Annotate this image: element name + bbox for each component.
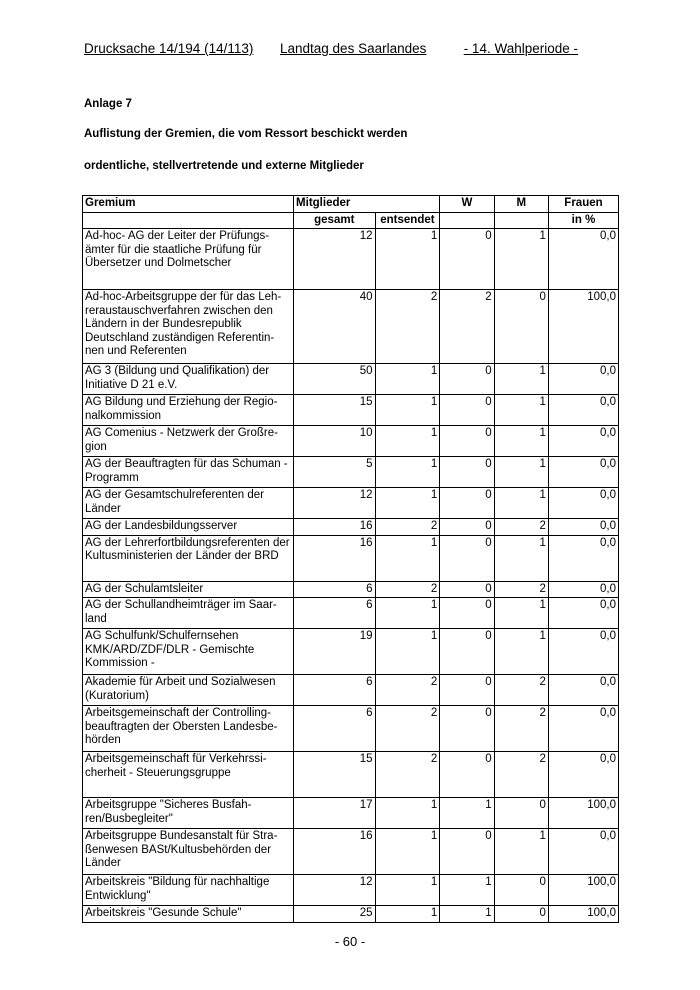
- w-cell: 0: [440, 598, 494, 629]
- gesamt-cell: 16: [294, 519, 375, 536]
- gremium-cell: AG der Schullandheimträger im Saar-land: [83, 598, 294, 629]
- entsendet-cell: 1: [375, 229, 440, 290]
- frauen-cell: 0,0: [548, 535, 618, 581]
- gremium-cell: AG Bildung und Erziehung der Regio-nalkommission: [83, 395, 294, 426]
- table-subheader-row: [83, 212, 619, 229]
- entsendet-cell: 1: [375, 629, 440, 675]
- frauen-cell: 0,0: [548, 229, 618, 290]
- gesamt-cell: 10: [294, 426, 375, 457]
- gesamt-cell: 6: [294, 706, 375, 752]
- m-cell: 1: [494, 488, 548, 519]
- gesamt-cell: 17: [294, 798, 375, 829]
- header-w: W: [440, 196, 494, 213]
- gremium-cell: AG der Beauftragten für das Schuman -Programm: [83, 457, 294, 488]
- gremium-cell: Arbeitsgruppe "Sicheres Busfah-ren/Busbegleiter": [83, 798, 294, 829]
- w-cell: 1: [440, 875, 494, 906]
- table-row: [83, 875, 619, 906]
- table-header-row: [83, 196, 619, 213]
- entsendet-cell: 1: [375, 457, 440, 488]
- m-cell: 0: [494, 875, 548, 906]
- frauen-cell: 0,0: [548, 675, 618, 706]
- gremium-cell: AG der Schulamtsleiter: [83, 581, 294, 598]
- m-cell: 0: [494, 798, 548, 829]
- gesamt-cell: 50: [294, 364, 375, 395]
- m-cell: 2: [494, 675, 548, 706]
- frauen-cell: 0,0: [548, 395, 618, 426]
- document-subtitle: ordentliche, stellvertretende und externe Mitglieder: [84, 160, 364, 172]
- subheader-empty-w: [440, 212, 494, 229]
- table-row: [83, 906, 619, 923]
- entsendet-cell: 2: [375, 290, 440, 364]
- gremium-cell: Ad-hoc-Arbeitsgruppe der für das Leh-reraustauschverfahren zwischen den Ländern in der Bundesrepublik Deutschland zuständigen Referentin-nen und Referenten: [83, 290, 294, 364]
- table-row: [83, 598, 619, 629]
- frauen-cell: 0,0: [548, 598, 618, 629]
- table-row: [83, 829, 619, 875]
- m-cell: 1: [494, 229, 548, 290]
- gesamt-cell: 12: [294, 875, 375, 906]
- w-cell: 0: [440, 629, 494, 675]
- frauen-cell: 0,0: [548, 581, 618, 598]
- w-cell: 2: [440, 290, 494, 364]
- m-cell: 2: [494, 752, 548, 798]
- gesamt-cell: 12: [294, 229, 375, 290]
- gremium-cell: Arbeitsgruppe Bundesanstalt für Stra-ßenwesen BASt/Kultusbehörden der Länder: [83, 829, 294, 875]
- m-cell: 1: [494, 426, 548, 457]
- table-row: [83, 364, 619, 395]
- header-in-prozent: in %: [548, 212, 618, 229]
- frauen-cell: 0,0: [548, 629, 618, 675]
- entsendet-cell: 1: [375, 598, 440, 629]
- header-landtag: Landtag des Saarlandes: [280, 41, 427, 56]
- header-entsendet: entsendet: [375, 212, 440, 229]
- gesamt-cell: 16: [294, 829, 375, 875]
- page-number: - 60 -: [334, 934, 366, 949]
- gremium-cell: AG der Landesbildungsserver: [83, 519, 294, 536]
- gesamt-cell: 12: [294, 488, 375, 519]
- gesamt-cell: 6: [294, 581, 375, 598]
- w-cell: 0: [440, 395, 494, 426]
- m-cell: 2: [494, 706, 548, 752]
- entsendet-cell: 1: [375, 906, 440, 923]
- gremium-cell: AG der Gesamtschulreferenten der Länder: [83, 488, 294, 519]
- gesamt-cell: 5: [294, 457, 375, 488]
- m-cell: 1: [494, 629, 548, 675]
- header-wahlperiode: - 14. Wahlperiode -: [463, 41, 578, 56]
- m-cell: 2: [494, 519, 548, 536]
- gremium-cell: AG Comenius - Netzwerk der Großre-gion: [83, 426, 294, 457]
- table-row: [83, 535, 619, 581]
- gremium-cell: AG der Lehrerfortbildungsreferenten der Kultusministerien der Länder der BRD: [83, 535, 294, 581]
- w-cell: 0: [440, 706, 494, 752]
- gremium-cell: Arbeitsgemeinschaft der Controlling-beauftragten der Obersten Landesbe-hörden: [83, 706, 294, 752]
- w-cell: 0: [440, 488, 494, 519]
- gesamt-cell: 19: [294, 629, 375, 675]
- frauen-cell: 100,0: [548, 906, 618, 923]
- w-cell: 0: [440, 519, 494, 536]
- table-row: [83, 519, 619, 536]
- table-row: [83, 488, 619, 519]
- w-cell: 0: [440, 535, 494, 581]
- gesamt-cell: 6: [294, 598, 375, 629]
- table-row: [83, 706, 619, 752]
- w-cell: 0: [440, 752, 494, 798]
- entsendet-cell: 1: [375, 488, 440, 519]
- w-cell: 0: [440, 457, 494, 488]
- table-row: [83, 675, 619, 706]
- table-row: [83, 629, 619, 675]
- frauen-cell: 0,0: [548, 752, 618, 798]
- gremium-cell: Ad-hoc- AG der Leiter der Prüfungs-ämter für die staatliche Prüfung für Übersetzer und Dolmetscher: [83, 229, 294, 290]
- gremium-cell: AG Schulfunk/Schulfernsehen KMK/ARD/ZDF/DLR - Gemischte Kommission -: [83, 629, 294, 675]
- subheader-empty-m: [494, 212, 548, 229]
- m-cell: 1: [494, 457, 548, 488]
- w-cell: 0: [440, 829, 494, 875]
- header-frauen: Frauen: [548, 196, 618, 213]
- frauen-cell: 100,0: [548, 875, 618, 906]
- gesamt-cell: 6: [294, 675, 375, 706]
- gremium-cell: Akademie für Arbeit und Sozialwesen (Kuratorium): [83, 675, 294, 706]
- table-row: [83, 290, 619, 364]
- document-title: Auflistung der Gremien, die vom Ressort beschickt werden: [84, 128, 408, 140]
- gremium-cell: Arbeitsgemeinschaft für Verkehrssi-cherheit - Steuerungsgruppe: [83, 752, 294, 798]
- frauen-cell: 0,0: [548, 829, 618, 875]
- entsendet-cell: 2: [375, 752, 440, 798]
- entsendet-cell: 1: [375, 535, 440, 581]
- gesamt-cell: 40: [294, 290, 375, 364]
- frauen-cell: 0,0: [548, 426, 618, 457]
- frauen-cell: 0,0: [548, 488, 618, 519]
- frauen-cell: 0,0: [548, 457, 618, 488]
- table-row: [83, 752, 619, 798]
- gesamt-cell: 25: [294, 906, 375, 923]
- entsendet-cell: 1: [375, 798, 440, 829]
- w-cell: 1: [440, 798, 494, 829]
- anlage-label: Anlage 7: [84, 98, 132, 110]
- entsendet-cell: 1: [375, 364, 440, 395]
- entsendet-cell: 2: [375, 675, 440, 706]
- table-row: [83, 457, 619, 488]
- frauen-cell: 0,0: [548, 364, 618, 395]
- header-gremium: Gremium: [83, 196, 294, 213]
- entsendet-cell: 1: [375, 426, 440, 457]
- m-cell: 2: [494, 581, 548, 598]
- w-cell: 0: [440, 229, 494, 290]
- frauen-cell: 100,0: [548, 798, 618, 829]
- table-row: [83, 229, 619, 290]
- m-cell: 0: [494, 906, 548, 923]
- gesamt-cell: 16: [294, 535, 375, 581]
- m-cell: 1: [494, 598, 548, 629]
- w-cell: 0: [440, 364, 494, 395]
- m-cell: 1: [494, 364, 548, 395]
- header-gesamt: gesamt: [294, 212, 375, 229]
- m-cell: 1: [494, 535, 548, 581]
- header-m: M: [494, 196, 548, 213]
- gremium-cell: Arbeitskreis "Bildung für nachhaltige Entwicklung": [83, 875, 294, 906]
- m-cell: 1: [494, 829, 548, 875]
- table-row: [83, 798, 619, 829]
- w-cell: 1: [440, 906, 494, 923]
- entsendet-cell: 1: [375, 829, 440, 875]
- gremium-cell: AG 3 (Bildung und Qualifikation) der Initiative D 21 e.V.: [83, 364, 294, 395]
- frauen-cell: 0,0: [548, 519, 618, 536]
- subheader-empty: [83, 212, 294, 229]
- frauen-cell: 100,0: [548, 290, 618, 364]
- m-cell: 1: [494, 395, 548, 426]
- entsendet-cell: 1: [375, 875, 440, 906]
- w-cell: 0: [440, 581, 494, 598]
- entsendet-cell: 2: [375, 581, 440, 598]
- gesamt-cell: 15: [294, 752, 375, 798]
- w-cell: 0: [440, 426, 494, 457]
- table-row: [83, 395, 619, 426]
- table-row: [83, 581, 619, 598]
- entsendet-cell: 2: [375, 519, 440, 536]
- gremium-cell: Arbeitskreis "Gesunde Schule": [83, 906, 294, 923]
- w-cell: 0: [440, 675, 494, 706]
- gesamt-cell: 15: [294, 395, 375, 426]
- page-header: [84, 41, 578, 59]
- entsendet-cell: 1: [375, 395, 440, 426]
- m-cell: 0: [494, 290, 548, 364]
- table-body: [83, 229, 619, 923]
- frauen-cell: 0,0: [548, 706, 618, 752]
- entsendet-cell: 2: [375, 706, 440, 752]
- gremien-table: [82, 195, 619, 923]
- table-row: [83, 426, 619, 457]
- header-mitglieder: Mitglieder: [294, 196, 440, 213]
- header-drucksache: Drucksache 14/194 (14/113): [84, 41, 254, 56]
